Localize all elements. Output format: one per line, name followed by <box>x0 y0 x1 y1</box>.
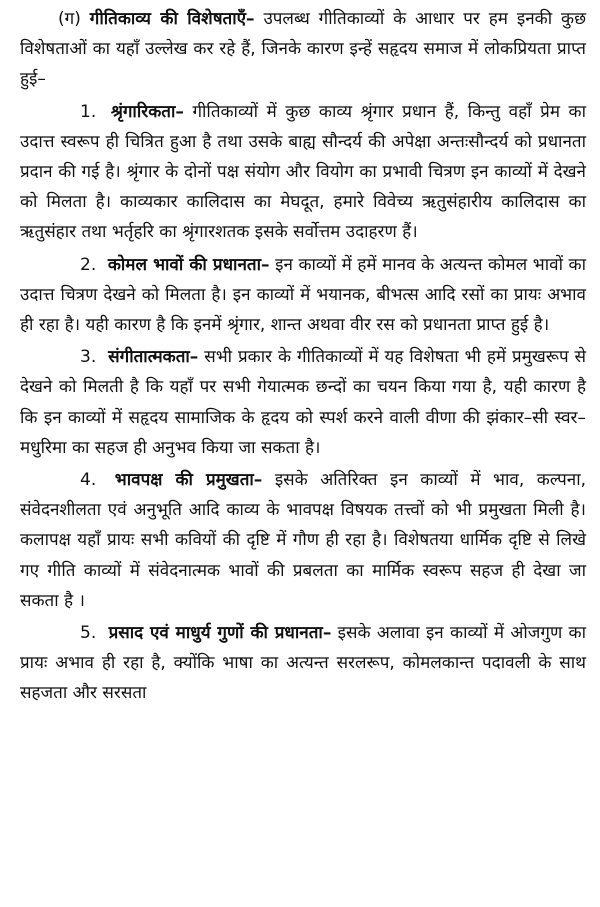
point-5-text: इसके अलावा इन काव्यों में ओजगुण का प्रायः अभाव ही रहा है, क्योंकि भाषा का अत्यन्त सरलरूप, कोमलकान्त पदावली के साथ सहजता और सरसता <box>20 623 587 704</box>
point-2-text: इन काव्यों में हमें मानव के अत्यन्त कोमल भावों का उदात्त चित्रण देखने को मिलता है। इन काव्यों में भयानक, बीभत्स आदि रसों का प्रायः अभाव ही रहा है। यही कारण है कि इनमें श्रृंगार, शान्त अथवा वीर रस को प्रधानता प्राप्त हुई है। <box>20 254 587 336</box>
intro-text: उपलब्ध गीतिकाव्यों के आधार पर हम इनकी कुछ विशेषताओं का यहाँ उल्लेख कर रहे हैं, जिनके कारण इन्हें सहृदय समाज में लोकप्रियता प्राप्त हुई– <box>20 9 587 90</box>
point-2-heading: कोमल भावों की प्रधानता– <box>107 254 270 275</box>
point-1-paragraph <box>20 97 586 248</box>
section-heading: गीतिकाव्य की विशेषताएँ– <box>89 9 255 29</box>
point-4-heading: भावपक्ष की प्रमुखता– <box>114 470 263 491</box>
point-3-text: सभी प्रकार के गीतिकाव्यों में यह विशेषता भी हमें प्रमुखरूप से देखने को मिलती है कि यहाँ पर सभी गेयात्मक छन्दों का चयन किया गया है, यही कारण है कि इन काव्यों में सहृदय सामाजिक के हृदय को स्पर्श करने वाली वीणा की झंकार–सी स्वर–मधुरिमा का सहज ही अनुभव किया जा सकता है। <box>20 347 587 458</box>
point-4-text: इसके अतिरिक्त इन काव्यों में भाव, कल्पना, संवेदनशीलता एवं अनुभूति आदि काव्य के भावपक्ष विषयक तत्त्वों को भी प्रमुखता मिली है। कलापक्ष यहाँ प्रायः सभी कवियों की दृष्टि में गौण ही रहा है। विशेषतया धार्मिक दृष्टि से लिखे गए गीति काव्यों में संवेदनात्मक भावों की प्रबलता का मार्मिक स्वरूप सहज ही देखा जा सकता है । <box>20 470 587 611</box>
point-3-heading: संगीतात्मकता– <box>108 347 199 368</box>
point-3-paragraph <box>20 342 586 463</box>
point-2-number: 2. <box>80 254 97 275</box>
point-1-text: गीतिकाव्यों में कुछ काव्य श्रृंगार प्रधान हैं, किन्तु वहाँ प्रेम का उदात्त स्वरूप ही चित्रित हुआ है तथा उसके बाह्य सौन्दर्य की अपेक्षा अन्तःसौन्दर्य को प्रधानता प्रदान की गई है। श्रृंगार के दोनों पक्ष संयोग और वियोग का प्रभावी चित्रण इन काव्यों में देखने को मिलता है। काव्यकार कालिदास का मेघदूत, हमारे विवेच्य ऋतुसंहारीय कालिदास का ऋतुसंहार तथा भर्तृहरि का श्रृंगारशतक इसके सर्वोत्तम उदाहरण हैं। <box>20 101 587 243</box>
point-5-number: 5. <box>80 623 97 644</box>
point-1-number: 1. <box>80 101 97 122</box>
point-4-paragraph <box>20 465 586 616</box>
point-1-heading: श्रृंगारिकता– <box>110 101 184 122</box>
section-marker: (ग) <box>58 9 81 29</box>
point-5-heading: प्रसाद एवं माधुर्य गुणों की प्रधानता– <box>108 623 332 644</box>
point-5-paragraph <box>20 618 586 709</box>
point-2-paragraph <box>20 250 586 341</box>
point-3-number: 3. <box>80 347 97 368</box>
point-4-number: 4. <box>80 470 97 491</box>
intro-paragraph <box>20 4 586 95</box>
